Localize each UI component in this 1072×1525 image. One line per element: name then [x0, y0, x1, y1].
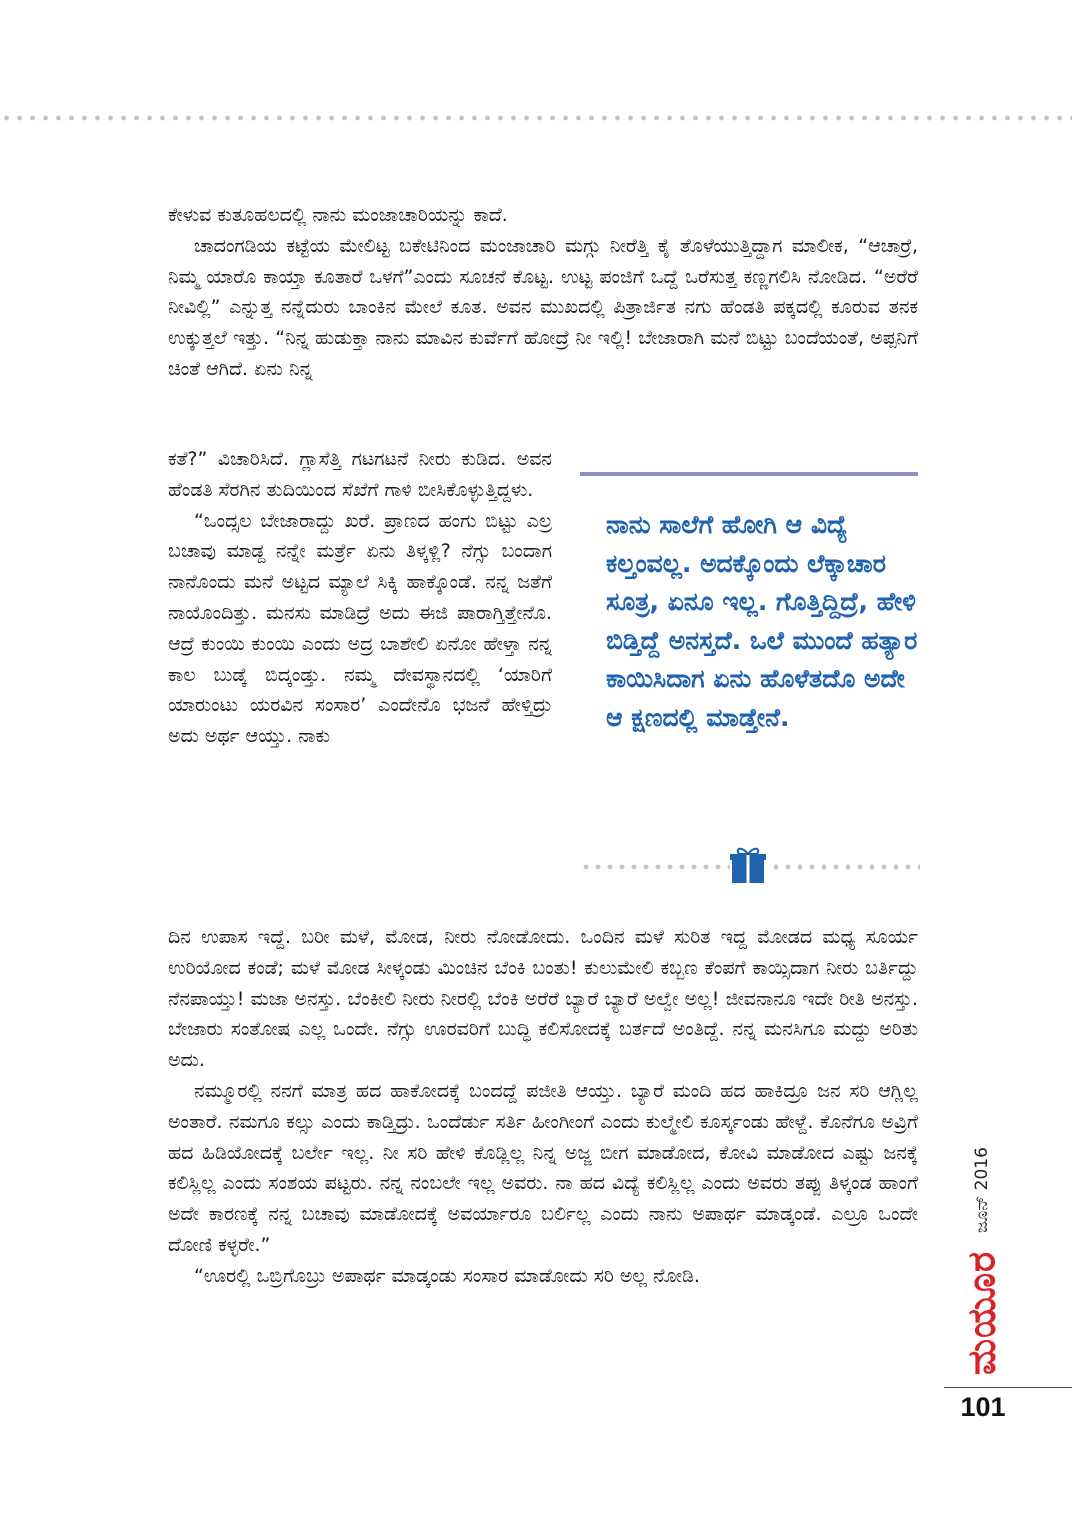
- pull-quote: ನಾನು ಸಾಲೆಗೆ ಹೋಗಿ ಆ ವಿದ್ಯೆ ಕಲ್ತಂವಲ್ಲ. ಅದಕ್ಕೊಂದು ಲೆಕ್ಕಾಚಾರ ಸೂತ್ರ, ಏನೂ ಇಲ್ಲ. ಗೊತ್ತಿದ್ದಿದ್ರೆ, ಹೇಳಿ ಬಿಡ್ತಿದ್ದೆ ಅನಸ್ತದೆ. ಒಲೆ ಮುಂದೆ ಹತ್ಯಾರ ಕಾಯಿಸಿದಾಗ ಏನು ಹೊಳೆತದೊ ಅದೇ ಆ ಕ್ಷಣದಲ್ಲಿ ಮಾಡ್ತೇನೆ.: [606, 510, 918, 732]
- paragraph: ಕೇಳುವ ಕುತೂಹಲದಲ್ಲಿ ನಾನು ಮಂಜಾಚಾರಿಯನ್ನು ಕಾದೆ.: [168, 204, 508, 226]
- gift-box-icon: [730, 846, 766, 884]
- paragraph: “ಒಂದ್ಸಲ ಬೇಜಾರಾದ್ದು ಖರೆ. ಪ್ರಾಣದ ಹಂಗು ಬಿಟ್ಟು ಎಲ್ರ ಬಚಾವು ಮಾಡ್ದ ನನ್ನೇ ಮರ್ತ್ರೆ ಏನು ತಿಳ್ಕಳ್ಲಿ? ನೆಗ್ಸು ಬಂದಾಗ ನಾನೊಂದು ಮನೆ ಅಟ್ಟದ ಮ್ಯಾಲೆ ಸಿಕ್ಕಿ ಹಾಕ್ಕೊಂಡೆ. ನನ್ನ ಜತೆಗೆ ನಾಯೊಂದಿತ್ತು. ಮನಸು ಮಾಡಿದ್ರೆ ಅದು ಈಜಿ ಪಾರಾಗ್ತಿತ್ತೇನೊ. ಆದ್ರೆ ಕುಂಯಿ ಕುಂಯಿ ಎಂದು ಅದ್ರ ಬಾಶೇಲಿ ಏನೋ ಹೇಳ್ತಾ ನನ್ನ ಕಾಲ ಬುಡ್ಕೆ ಬಿದ್ಕಂಡ್ತು. ನಮ್ಮ ದೇವಸ್ಥಾನದಲ್ಲಿ ‘ಯಾರಿಗೆ ಯಾರುಂಟು ಯರವಿನ ಸಂಸಾರ’ ಎಂದೇನೊ ಭಜನೆ ಹೇಳ್ತಿದ್ರು ಅದು ಅರ್ಥ ಆಯ್ತು. ನಾಕು: [168, 509, 552, 748]
- article-text-column: [168, 444, 552, 752]
- article-text-bottom: [168, 922, 918, 1292]
- pull-quote-dots-right: [770, 864, 920, 870]
- top-dotted-border: [0, 114, 1072, 122]
- paragraph: ದಿನ ಉಪಾಸ ಇದ್ದೆ. ಬರೀ ಮಳೆ, ಮೋಡ, ನೀರು ನೋಡೋದು. ಒಂದಿನ ಮಳೆ ಸುರಿತ ಇದ್ದ ಮೋಡದ ಮಧ್ಯ ಸೂರ್ಯ ಉರಿಯೋದ ಕಂಡೆ; ಮಳೆ ಮೋಡ ಸೀಳ್ಕಂಡು ಮಿಂಚಿನ ಬೆಂಕಿ ಬಂತು! ಕುಲುಮೇಲಿ ಕಬ್ಬಣ ಕೆಂಪಗೆ ಕಾಯ್ಸಿದಾಗ ನೀರು ಬರ್ತಿದ್ದು ನೆನಪಾಯ್ತು! ಮಜಾ ಅನಸ್ತು. ಬೆಂಕೀಲಿ ನೀರು ನೀರಲ್ಲಿ ಬೆಂಕಿ ಅರೆರೆ ಬ್ಯಾರೆ ಬ್ಯಾರೆ ಅಲ್ವೇ ಅಲ್ಲ! ಜೀವನಾನೂ ಇದೇ ರೀತಿ ಅನಸ್ತು. ಬೇಜಾರು ಸಂತೋಷ ಎಲ್ಲ ಒಂದೇ. ನೆಗ್ಸು ಊರವರಿಗೆ ಬುದ್ಧಿ ಕಲಿಸೋದಕ್ಕೆ ಬರ್ತದೆ ಅಂತಿದ್ದೆ. ನನ್ನ ಮನಸಿಗೂ ಮದ್ದು ಅರಿತು ಅದು.: [168, 926, 918, 1072]
- page-number: 101: [960, 1392, 1006, 1422]
- article-text-top: [168, 200, 918, 385]
- paragraph: ಕತೆ?” ವಿಚಾರಿಸಿದೆ. ಗ್ಲಾಸೆತ್ತಿ ಗಟಗಟನೆ ನೀರು ಕುಡಿದ. ಅವನ ಹೆಂಡತಿ ಸೆರಗಿನ ತುದಿಯಿಂದ ಸೆಖೆಗೆ ಗಾಳಿ ಬೀಸಿಕೊಳ್ಳುತ್ತಿದ್ದಳು.: [168, 448, 552, 501]
- issue-date: ಜೂನ್ 2016: [972, 1147, 992, 1233]
- page-number-rule: [944, 1387, 1072, 1388]
- pull-quote-dots-left: [580, 864, 730, 870]
- pull-quote-rule: [580, 472, 918, 476]
- paragraph: ನಮ್ಮೂರಲ್ಲಿ ನನಗೆ ಮಾತ್ರ ಹದ ಹಾಕೋದಕ್ಕೆ ಬಂದದ್ದೆ ಪಜೀತಿ ಆಯ್ತು. ಬ್ಯಾರೆ ಮಂದಿ ಹದ ಹಾಕಿದ್ರೂ ಜನ ಸರಿ ಆಗ್ಲಿಲ್ಲ ಅಂತಾರೆ. ನಮಗೂ ಕಲ್ಸು ಎಂದು ಕಾಡ್ತಿದ್ರು. ಒಂದೆರ್ಡು ಸರ್ತಿ ಹೀಂಗೀಂಗೆ ಎಂದು ಕುಲ್ಮೇಲಿ ಕೂರ್ಸ್ಕಂಡು ಹೇಳ್ದೆ. ಕೊನೆಗೂ ಅವ್ರಿಗೆ ಹದ ಹಿಡಿಯೋದಕ್ಕೆ ಬರ್ಲೇ ಇಲ್ಲ. ನೀ ಸರಿ ಹೇಳಿ ಕೊಡ್ಲಿಲ್ಲ ನಿನ್ನ ಅಜ್ಜ ಬೀಗ ಮಾಡೋದ, ಕೋವಿ ಮಾಡೋದ ಎಷ್ಟು ಜನಕ್ಕೆ ಕಲಿಸ್ಲಿಲ್ಲ ಎಂದು ಸಂಶಯ ಪಟ್ಟರು. ನನ್ನ ನಂಬಲೇ ಇಲ್ಲ ಅವರು. ನಾ ಹದ ವಿದ್ಯೆ ಕಲಿಸ್ಲಿಲ್ಲ ಎಂದು ಅವರು ತಪ್ಪು ತಿಳ್ಕಂಡ ಹಾಂಗೆ ಅದೇ ಕಾರಣಕ್ಕೆ ನನ್ನ ಬಚಾವು ಮಾಡೋದಕ್ಕೆ ಅವರ್ಯಾರೂ ಬರ್ಲಿಲ್ಲ ಎಂದು ನಾನು ಅಪಾರ್ಥ ಮಾಡ್ಕಂಡೆ. ಎಲ್ರೂ ಒಂದೇ ದೋಣಿ ಕಳ್ಳರೇ.”: [168, 1079, 918, 1256]
- paragraph: ಚಾದಂಗಡಿಯ ಕಟ್ಟೆಯ ಮೇಲಿಟ್ಟ ಬಕೇಟಿನಿಂದ ಮಂಜಾಚಾರಿ ಮಗ್ಗು ನೀರೆತ್ತಿ ಕೈ ತೊಳೆಯುತ್ತಿದ್ದಾಗ ಮಾಲೀಕ, “ಆಚಾರ್ರೆ, ನಿಮ್ಮ ಯಾರೊ ಕಾಯ್ತಾ ಕೂತಾರೆ ಒಳಗೆ”ಎಂದು ಸೂಚನೆ ಕೊಟ್ಟ. ಉಟ್ಟ ಪಂಜಿಗೆ ಒದ್ದೆ ಒರೆಸುತ್ತ ಕಣ್ಣಗಲಿಸಿ ನೋಡಿದ. “ಅರೆರೆ ನೀವಿಲ್ಲಿ” ಎನ್ನುತ್ತ ನನ್ನೆದುರು ಬಾಂಕಿನ ಮೇಲೆ ಕೂತ. ಅವನ ಮುಖದಲ್ಲಿ ಪಿತ್ರಾರ್ಜಿತ ನಗು ಹೆಂಡತಿ ಪಕ್ಕದಲ್ಲಿ ಕೂರುವ ತನಕ ಉಕ್ಕುತ್ತಲೆ ಇತ್ತು. “ನಿನ್ನ ಹುಡುಕ್ತಾ ನಾನು ಮಾವಿನ ಕುರ್ವೆಗೆ ಹೋದ್ರೆ ನೀ ಇಲ್ಲಿ! ಬೇಜಾರಾಗಿ ಮನೆ ಬಿಟ್ಟು ಬಂದೆಯಂತೆ, ಅಪ್ಪನಿಗೆ ಚಿಂತೆ ಆಗಿದೆ. ಏನು ನಿನ್ನ: [168, 234, 918, 380]
- magazine-logo: ಮಯೂರ: [959, 1250, 1004, 1376]
- paragraph: “ಊರಲ್ಲಿ ಒಬ್ರಿಗೊಬ್ರು ಅಪಾರ್ಥ ಮಾಡ್ಕಂಡು ಸಂಸಾರ ಮಾಡೋದು ಸರಿ ಅಲ್ಲ ನೋಡಿ.: [194, 1264, 700, 1287]
